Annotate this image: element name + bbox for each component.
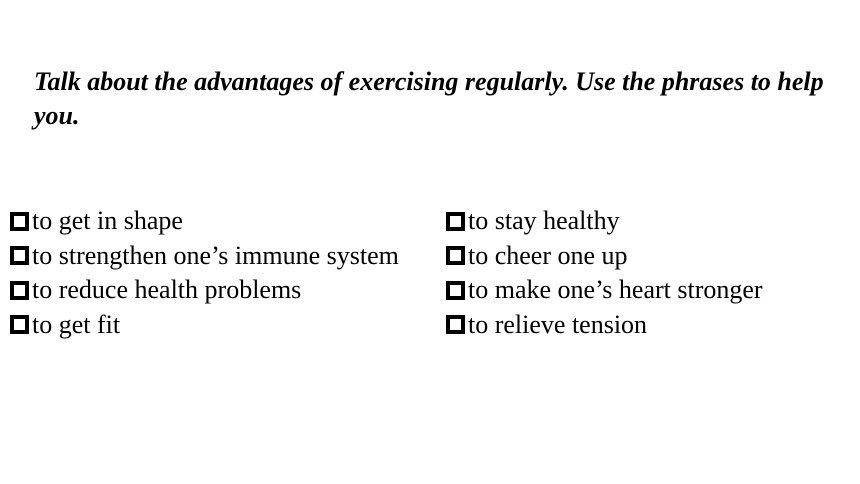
phrase-label: to stay healthy [468, 206, 620, 236]
phrase-label: to make one’s heart stronger [468, 275, 763, 305]
phrase-item [10, 273, 399, 308]
phrase-item [446, 308, 763, 343]
checkbox-icon[interactable] [446, 212, 465, 231]
checkbox-icon[interactable] [446, 315, 465, 334]
phrase-label: to get in shape [32, 206, 183, 236]
checkbox-icon[interactable] [446, 246, 465, 265]
checkbox-icon[interactable] [10, 212, 29, 231]
checkbox-icon[interactable] [10, 281, 29, 300]
phrase-item [10, 204, 399, 239]
phrase-label: to strengthen one’s immune system [32, 240, 399, 270]
phrase-label: to get fit [32, 309, 121, 339]
phrase-label: to cheer one up [468, 240, 628, 270]
phrase-item [10, 239, 399, 274]
phrase-label: to relieve tension [468, 309, 648, 339]
checkbox-icon[interactable] [10, 315, 29, 334]
phrase-item [446, 239, 763, 274]
checkbox-icon[interactable] [446, 281, 465, 300]
phrase-item [446, 204, 763, 239]
phrase-item [446, 273, 763, 308]
phrase-list-right [446, 204, 763, 342]
phrase-label: to reduce health problems [32, 275, 302, 305]
checkbox-icon[interactable] [10, 246, 29, 265]
phrase-list-left [10, 204, 399, 342]
instruction-prompt: Talk about the advantages of exercising regularly. Use the phrases to help you. [34, 67, 824, 130]
phrase-item [10, 308, 399, 343]
